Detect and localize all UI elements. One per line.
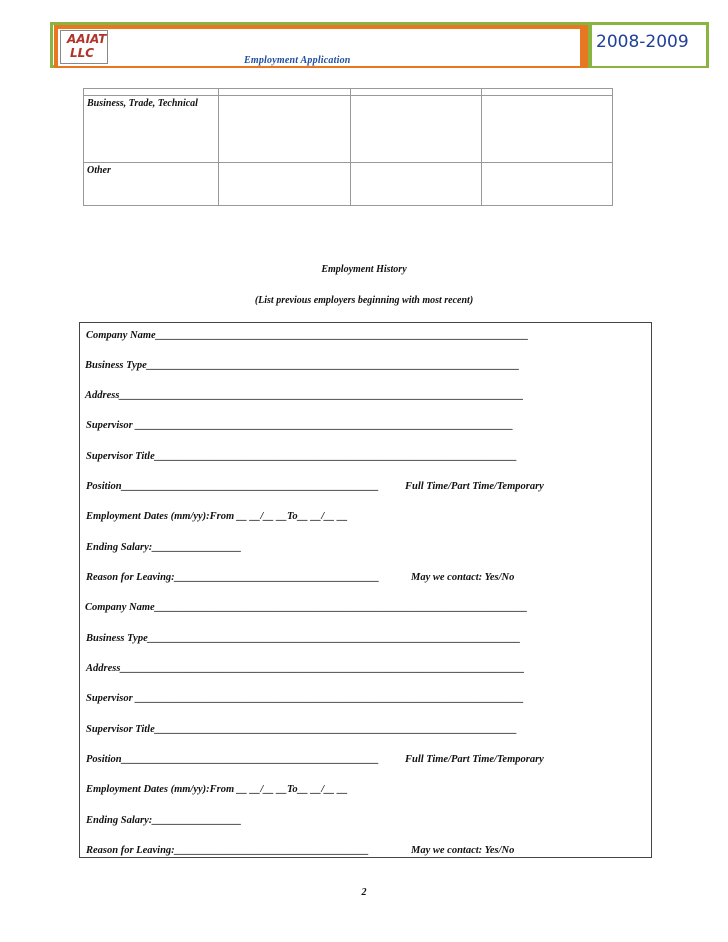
company-logo — [60, 30, 108, 64]
table-cell[interactable] — [219, 163, 351, 206]
table-cell — [482, 89, 613, 96]
business-type-field-1[interactable]: Business Type_______________________________________________________________________ — [85, 360, 520, 371]
table-cell — [350, 89, 482, 96]
reason-for-leaving-field-1[interactable]: Reason for Leaving:_______________________________________ — [86, 572, 380, 583]
page-number: 2 — [361, 887, 367, 898]
may-contact-label-2: May we contact: Yes/No — [411, 845, 515, 856]
table-cell[interactable] — [350, 96, 482, 163]
position-field-1[interactable]: Position_________________________________________________ — [86, 481, 379, 492]
ending-salary-field-1[interactable]: Ending Salary:_________________ — [86, 542, 242, 553]
table-row — [84, 89, 613, 96]
year-label: 2008-2009 — [596, 32, 689, 52]
education-table — [83, 88, 613, 206]
logo-line-2: LLC — [70, 46, 95, 60]
reason-for-leaving-field-2[interactable]: Reason for Leaving:_____________________________________ — [86, 845, 369, 856]
document-title: Employment Application — [244, 55, 351, 66]
table-row — [84, 163, 613, 206]
row-label-other: Other — [84, 163, 219, 206]
employment-type-label-2: Full Time/Part Time/Temporary — [405, 754, 544, 765]
may-contact-label-1: May we contact: Yes/No — [411, 572, 515, 583]
table-cell — [219, 89, 351, 96]
supervisor-field-2[interactable]: Supervisor __________________________________________________________________________ — [86, 693, 524, 704]
employment-dates-field-2[interactable]: Employment Dates (mm/yy):From __ __/__ __To__ __/__ __ — [86, 784, 348, 795]
table-cell — [84, 89, 219, 96]
company-name-field-1[interactable]: Company Name_______________________________________________________________________ — [86, 330, 529, 341]
section-subtitle: (List previous employers beginning with most recent) — [254, 295, 474, 306]
logo-line-1: AAIAT — [67, 32, 107, 46]
ending-salary-field-2[interactable]: Ending Salary:_________________ — [86, 815, 242, 826]
row-label-business-trade: Business, Trade, Technical — [84, 96, 219, 163]
table-row — [84, 96, 613, 163]
employment-type-label-1: Full Time/Part Time/Temporary — [405, 481, 544, 492]
section-title: Employment History — [321, 264, 407, 275]
supervisor-title-field-1[interactable]: Supervisor Title_____________________________________________________________________ — [86, 451, 517, 462]
employment-dates-field-1[interactable]: Employment Dates (mm/yy):From __ __/__ __To__ __/__ __ — [86, 511, 348, 522]
supervisor-field-1[interactable]: Supervisor ________________________________________________________________________ — [86, 420, 514, 431]
table-cell[interactable] — [482, 163, 613, 206]
address-field-1[interactable]: Address_____________________________________________________________________________ — [85, 390, 524, 401]
table-cell[interactable] — [350, 163, 482, 206]
employment-history-box — [79, 322, 652, 858]
supervisor-title-field-2[interactable]: Supervisor Title_____________________________________________________________________ — [86, 724, 517, 735]
company-name-field-2[interactable]: Company Name_______________________________________________________________________ — [85, 602, 528, 613]
address-field-2[interactable]: Address_____________________________________________________________________________ — [86, 663, 525, 674]
business-type-field-2[interactable]: Business Type_______________________________________________________________________ — [86, 633, 521, 644]
table-cell[interactable] — [219, 96, 351, 163]
table-cell[interactable] — [482, 96, 613, 163]
position-field-2[interactable]: Position_________________________________________________ — [86, 754, 379, 765]
